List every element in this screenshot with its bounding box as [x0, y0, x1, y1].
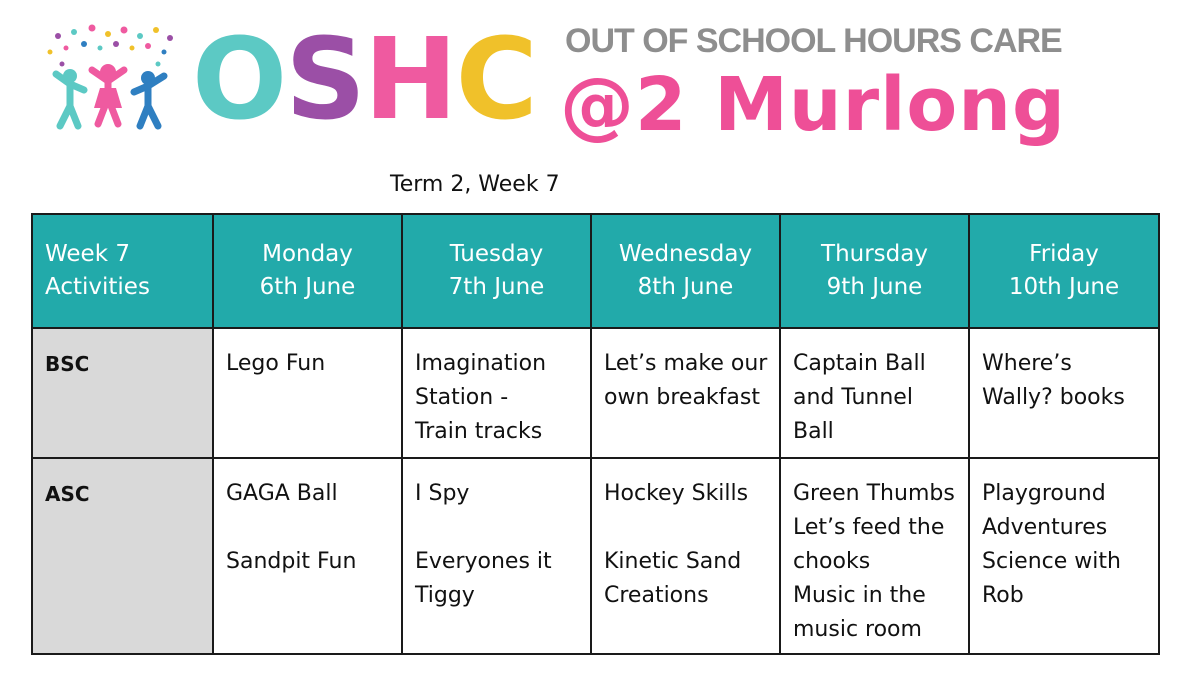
activity-line: Where’s — [982, 351, 1072, 376]
term-label: Term 2, Week 7 — [390, 172, 560, 197]
header-day: Tuesday — [449, 241, 544, 267]
header-date: 7th June — [448, 274, 545, 300]
activity-line: Everyones it — [415, 549, 552, 574]
header-day: Wednesday — [618, 241, 753, 267]
line-gap — [226, 511, 391, 545]
activity-line: Hockey Skills — [604, 481, 749, 506]
activity-line: Imagination — [415, 351, 547, 376]
activity-line: Wally? books — [982, 385, 1125, 410]
header-date: 10th June — [1008, 274, 1120, 300]
activity-line: Lego Fun — [226, 351, 326, 376]
cell-asc-thursday — [780, 458, 969, 654]
header-friday — [969, 214, 1159, 328]
line-gap — [604, 511, 769, 545]
cell-asc-tuesday — [402, 458, 591, 654]
cell-bsc-friday — [969, 328, 1159, 458]
cell-bsc-wednesday — [591, 328, 780, 458]
activity-line: own breakfast — [604, 385, 760, 410]
activity-line: Music in the — [793, 583, 926, 608]
logo-letter-c: C — [455, 15, 536, 145]
oshc-logo-text — [192, 10, 536, 150]
activity-line: Let’s make our — [604, 351, 768, 376]
activity-line: Playground — [982, 481, 1106, 506]
activity-line: Creations — [604, 583, 709, 608]
activity-line: Train tracks — [415, 419, 543, 444]
activity-line: Let’s feed the — [793, 515, 945, 540]
cell-bsc-monday — [213, 328, 402, 458]
logo-letter-h: H — [363, 15, 456, 145]
header-tuesday — [402, 214, 591, 328]
site-name: @2 Murlong — [560, 62, 1066, 148]
activity-line: GAGA Ball — [226, 481, 338, 506]
cell-bsc-thursday — [780, 328, 969, 458]
tagline: OUT OF SCHOOL HOURS CARE — [565, 22, 1062, 60]
header-day: Thursday — [821, 241, 928, 267]
row-label-asc: ASC — [32, 458, 213, 654]
header-monday — [213, 214, 402, 328]
activity-line: Kinetic Sand — [604, 549, 742, 574]
kids-logo-graphic — [40, 24, 180, 134]
header-wednesday — [591, 214, 780, 328]
header-day: Monday — [262, 241, 353, 267]
activity-line: Tiggy — [415, 583, 475, 608]
table-row-bsc — [32, 328, 1159, 458]
header-thursday — [780, 214, 969, 328]
cell-bsc-tuesday — [402, 328, 591, 458]
row-label-bsc: BSC — [32, 328, 213, 458]
activity-line: I Spy — [415, 481, 470, 506]
activity-line: Adventures — [982, 515, 1108, 540]
header-day: Friday — [1029, 241, 1099, 267]
table-header-row — [32, 214, 1159, 328]
activity-line: Green Thumbs — [793, 481, 955, 506]
logo-letter-o: O — [192, 15, 286, 145]
header-date: 9th June — [826, 274, 923, 300]
cell-asc-monday — [213, 458, 402, 654]
table-row-asc — [32, 458, 1159, 654]
logo-letter-s: S — [285, 15, 364, 145]
cell-asc-wednesday — [591, 458, 780, 654]
activity-line: Ball — [793, 419, 834, 444]
line-gap — [415, 511, 580, 545]
cell-asc-friday — [969, 458, 1159, 654]
activity-line: Captain Ball — [793, 351, 926, 376]
activity-line: music room — [793, 617, 922, 642]
header-date: 8th June — [637, 274, 734, 300]
activity-line: Sandpit Fun — [226, 549, 357, 574]
activity-schedule-table — [31, 213, 1160, 655]
activity-line: Station - — [415, 385, 509, 410]
activity-line: Science with — [982, 549, 1121, 574]
activity-line: Rob — [982, 583, 1024, 608]
header-week-activities — [32, 214, 213, 328]
activity-line: chooks — [793, 549, 871, 574]
header-date: 6th June — [259, 274, 356, 300]
activity-line: and Tunnel — [793, 385, 913, 410]
header-line: Week 7 — [45, 241, 130, 267]
header-line: Activities — [45, 274, 150, 300]
